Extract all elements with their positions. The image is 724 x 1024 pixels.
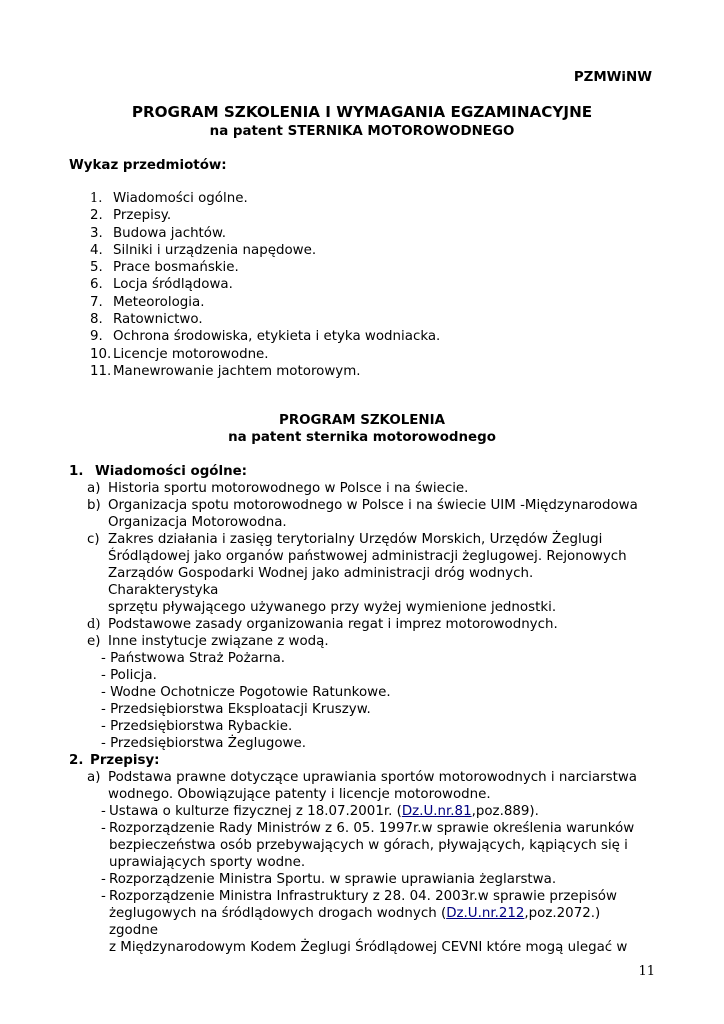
subjects-heading: Wykaz przedmiotów: <box>69 158 227 173</box>
law-item: - Rozporządzenie Rady Ministrów z 6. 05. 1997r.w sprawie określenia warunków bezpieczeństwa osób przebywających w górach, pływających, kąpiących się i uprawiających sporty wodne. <box>101 821 635 870</box>
section-1-body <box>87 480 647 752</box>
document-title: PROGRAM SZKOLENIA I WYMAGANIA EGZAMINACYJNE <box>131 103 593 121</box>
subject-item: 9. Ochrona środowiska, etykieta i etyka wodniacka. <box>90 329 441 345</box>
subject-item: 10. Licencje motorowodne. <box>90 346 269 362</box>
subject-item: 2. Przepisy. <box>90 208 172 224</box>
section-2-body <box>87 769 647 956</box>
subject-item: 1. Wiadomości ogólne. <box>90 191 248 206</box>
section-2-heading: 2. Przepisy: <box>69 753 160 768</box>
list-item: a) Historia sportu motorowodnego w Polsce i na świecie. <box>87 481 469 496</box>
subject-item: 5. Prace bosmańskie. <box>90 260 239 276</box>
law-link[interactable]: Dz.U.nr.212 <box>446 906 525 921</box>
section-1-heading: 1. Wiadomości ogólne: <box>69 464 248 479</box>
institution-item: - Przedsiębiorstwa Eksploatacji Kruszyw. <box>101 702 371 717</box>
program-subtitle: na patent sternika motorowodnego <box>228 430 496 445</box>
page-number: 11 <box>638 964 655 979</box>
subjects-list <box>90 190 440 380</box>
list-item: d) Podstawowe zasady organizowania regat i imprez motorowodnych. <box>87 617 558 632</box>
law-item: - Rozporządzenie Ministra Infrastruktury z 28. 04. 2003r.w sprawie przepisów żeglugowych na śródlądowych drogach wodnych (Dz.U.nr.212,poz.2072.) zgodne z Międzynarodowym Kodem Żeglugi Śródlądowej CEVNI które mogą ulegać w <box>101 889 628 955</box>
institution-item: - Przedsiębiorstwa Rybackie. <box>101 719 293 734</box>
subject-item: 6. Locja śródlądowa. <box>90 277 233 293</box>
organization-code: PZMWiNW <box>573 70 652 85</box>
document-subtitle: na patent STERNIKA MOTOROWODNEGO <box>209 124 515 139</box>
program-title: PROGRAM SZKOLENIA <box>279 413 445 428</box>
list-item: a) Podstawa prawne dotyczące uprawiania sportów motorowodnych i narciarstwa wodnego. Obowiązujące patenty i licencje motorowodne. <box>87 770 637 802</box>
law-item: - Ustawa o kulturze fizycznej z 18.07.2001r. (Dz.U.nr.81,poz.889). <box>101 804 539 819</box>
subject-item: 3. Budowa jachtów. <box>90 225 226 241</box>
institution-item: - Wodne Ochotnicze Pogotowie Ratunkowe. <box>101 685 391 700</box>
law-link[interactable]: Dz.U.nr.81 <box>401 804 472 819</box>
subject-item: 4. Silniki i urządzenia napędowe. <box>90 242 317 258</box>
institution-item: - Przedsiębiorstwa Żeglugowe. <box>101 736 306 751</box>
list-item: c) Zakres działania i zasięg terytorialny Urzędów Morskich, Urzędów Żeglugi Śródlądowej jako organów państwowej administracji żeglugowej. Rejonowych Zarządów Gospodarki Wodnej jako administracji dróg wodnych. Charakterystyka sprzętu pływającego używanego przy wyżej wymienione jednostki. <box>87 532 627 615</box>
list-item: b) Organizacja spotu motorowodnego w Polsce i na świecie UIM -Międzynarodowa Organizacja Motorowodna. <box>87 498 638 530</box>
law-item: - Rozporządzenie Ministra Sportu. w sprawie uprawiania żeglarstwa. <box>101 872 557 887</box>
subject-item: 8. Ratownictwo. <box>90 312 203 328</box>
institution-item: - Państwowa Straż Pożarna. <box>101 651 286 666</box>
list-item: e) Inne instytucje związane z wodą. <box>87 634 329 649</box>
subject-item: 11. Manewrowanie jachtem motorowym. <box>90 363 361 379</box>
institution-item: - Policja. <box>101 668 157 683</box>
subject-item: 7. Meteorologia. <box>90 294 205 310</box>
